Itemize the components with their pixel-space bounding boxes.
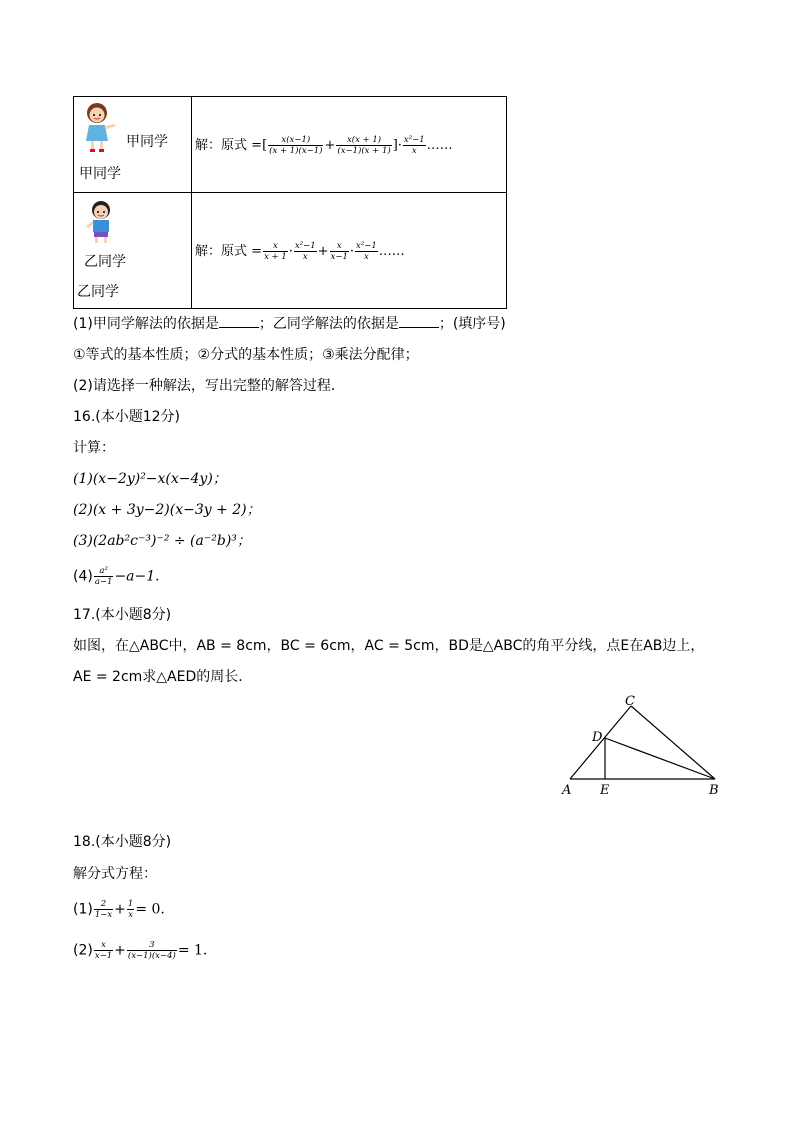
q16-item4: [73, 566, 160, 587]
expression-rest: = 1.: [177, 942, 208, 959]
q18-item1: [73, 899, 165, 920]
student-name-caption: 乙同学: [77, 284, 119, 300]
student-name-inline: 甲同学: [126, 134, 168, 150]
ellipsis: ……: [426, 137, 453, 153]
fraction: [94, 940, 113, 961]
fraction: [403, 135, 426, 156]
q17-header: 17.(本小题8分): [73, 607, 172, 623]
fraction-numerator: x²−1: [294, 240, 316, 251]
fraction: [330, 241, 349, 262]
fraction: [94, 899, 113, 920]
q15-part1-text: (1)甲同学解法的依据是: [73, 316, 219, 332]
fraction-numerator: 2: [100, 899, 107, 909]
fraction-denominator: x: [403, 145, 426, 156]
dot-operator: ·: [349, 243, 355, 259]
q15-part2: (2)请选择一种解法，写出完整的解答过程．: [73, 378, 345, 394]
fraction: [294, 241, 317, 262]
q17-line2: AE = 2cm求△AED的周长．: [73, 669, 253, 685]
fraction-denominator: x: [294, 251, 317, 262]
fraction-denominator: x−1: [94, 951, 113, 961]
q16-item3: (3)(2ab²c⁻³)⁻² ÷ (a⁻²b)³；: [73, 533, 251, 549]
fraction: [94, 566, 114, 587]
plus-sign: +: [114, 901, 126, 918]
fraction-denominator: 1−x: [94, 910, 113, 920]
ellipsis: ……: [378, 243, 405, 259]
fraction-numerator: x: [101, 940, 106, 950]
equals-sign: =: [251, 243, 263, 259]
fraction: [355, 241, 378, 262]
fraction-denominator: (x + 1)(x−1): [269, 145, 323, 156]
q16-item1: (1)(x−2y)²−x(x−4y)；: [73, 471, 227, 487]
student-name-caption: 甲同学: [79, 166, 121, 182]
fraction-numerator: x²−1: [356, 240, 377, 251]
fraction-numerator: 1: [127, 899, 134, 909]
solution-prefix: 解：原式: [195, 243, 248, 259]
answer-blank[interactable]: [219, 315, 259, 328]
label-b: B: [709, 783, 719, 798]
fraction-denominator: (x−1)(x + 1): [337, 145, 391, 156]
student-cell: [74, 97, 192, 193]
solution-cell: [192, 97, 507, 193]
dot-operator: ·: [288, 243, 293, 259]
q18-item2: [73, 940, 207, 961]
fraction: [268, 135, 323, 156]
solution-prefix: 解：原式: [195, 137, 248, 153]
fraction-numerator: a²: [99, 566, 108, 576]
q18-intro: 解分式方程：: [73, 866, 157, 882]
fraction-numerator: x: [336, 240, 342, 251]
fraction-denominator: a−1: [94, 577, 113, 587]
fraction: [127, 899, 134, 920]
expression-rest: = 0.: [135, 901, 165, 918]
fraction-numerator: x(x−1): [281, 134, 311, 145]
fraction-numerator: x²−1: [403, 134, 425, 145]
label-c: C: [625, 694, 635, 709]
q15-part1-text: ；乙同学解法的依据是: [258, 316, 399, 332]
plus-sign: +: [114, 942, 126, 959]
solutions-table: [73, 96, 507, 309]
bracket-open: [: [262, 137, 268, 153]
q18-header: 18.(本小题8分): [73, 834, 172, 850]
item-label: (4): [73, 568, 93, 585]
student-cell: [74, 193, 192, 309]
fraction: [127, 940, 177, 961]
q15-part1-text: ；(填序号): [438, 316, 506, 332]
fraction-denominator: x: [128, 910, 134, 920]
label-d: D: [592, 730, 603, 745]
table-row: [74, 193, 507, 309]
label-e: E: [600, 783, 610, 798]
q16-intro: 计算：: [73, 440, 115, 456]
label-a: A: [562, 783, 572, 798]
item-label: (2): [73, 942, 93, 959]
fraction-numerator: x(x + 1): [346, 134, 382, 145]
segment-cb: [631, 706, 715, 779]
fraction-numerator: x: [273, 240, 278, 251]
item-label: (1): [73, 901, 93, 918]
triangle-diagram: [555, 693, 730, 803]
equals-sign: =: [251, 137, 263, 153]
fraction: [336, 135, 391, 156]
q17-line1: 如图，在△ABC中，AB = 8cm，BC = 6cm，AC = 5cm，BD是△ABC的角平分线，点E在AB边上，: [73, 638, 705, 654]
q15-options: ①等式的基本性质；②分式的基本性质；③乘法分配律；: [73, 347, 419, 363]
girl-figure-icon: [82, 101, 116, 153]
fraction-denominator: x: [355, 251, 378, 262]
fraction-denominator: (x−1)(x−4): [127, 951, 176, 961]
answer-blank[interactable]: [399, 315, 439, 328]
fraction-denominator: x + 1: [264, 251, 287, 262]
expression-rest: −a−1.: [114, 568, 160, 585]
fraction-denominator: x−1: [330, 251, 348, 262]
q16-item2: (2)(x + 3y−2)(x−3y + 2)；: [73, 502, 261, 518]
boy-figure-icon: [86, 199, 116, 245]
bracket-close: ]: [392, 137, 398, 153]
fraction: [263, 241, 288, 262]
q15-part1: [73, 314, 506, 334]
plus-sign: +: [317, 243, 329, 259]
solution-cell: [192, 193, 507, 309]
plus-sign: +: [324, 137, 336, 153]
dot-operator: ·: [397, 137, 402, 153]
fraction-numerator: 3: [149, 940, 155, 950]
segment-bd: [605, 738, 715, 779]
student-name-inline: 乙同学: [84, 254, 126, 270]
q16-header: 16.(本小题12分): [73, 409, 181, 425]
table-row: [74, 97, 507, 193]
